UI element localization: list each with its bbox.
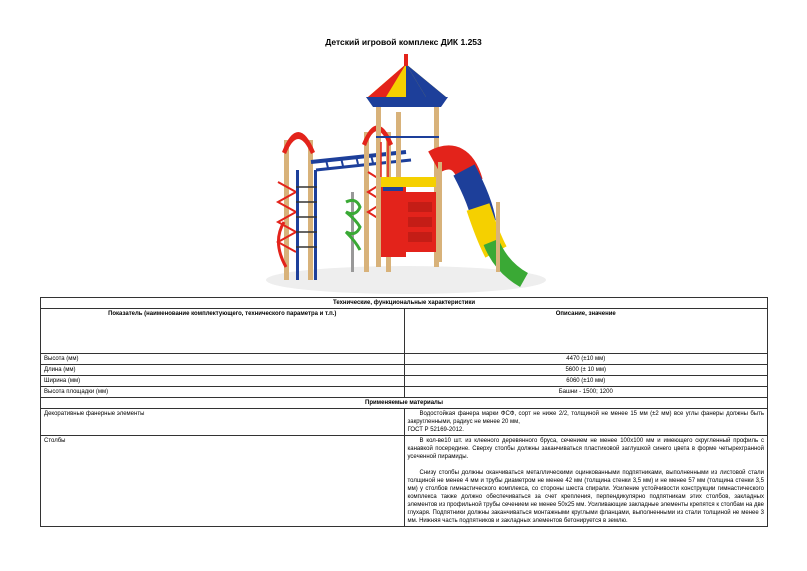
material-text: ГОСТ Р 52169-2012. xyxy=(407,427,464,433)
row-label: Высота площадки (мм) xyxy=(41,387,405,398)
material-text: Снизу столбы должны оканчиваться металлическими оцинкованными подпятниками, выполненными из листовой стали толщиной не менее 4 мм и трубы диаметром не менее 42 мм (толщина стенки 3,5 мм) и не менее 57 мм (толщина стенки 3,5 мм) у столбов гимнастического комплекса, со стороны шеста спирали. Усиление устойчивости конструкции гимнастического комплекса также должно обеспечиваться за счет крепления, перпендикулярно подпятникам этих столбов, закладных элементов из профильной трубы сечением не менее 50х25 мм. Усиливающие закладные элементы крепятся к столбам на две глухаря. Подпятники должны заканчиваться монтажными круглыми фланцами, выполненными из стали толщиной не менее 3 мм. Нижняя часть подпятников и закладных элементов бетонируется в землю. xyxy=(407,470,764,524)
table-row xyxy=(41,436,768,527)
section-materials-header: Применяемые материалы xyxy=(41,398,768,409)
climbing-ladder xyxy=(296,170,317,280)
row-value: 5600 (± 10 мм) xyxy=(404,365,768,376)
material-text: В кол-ве10 шт. из клееного деревянного бруса, сечением не менее 100х100 мм и имеющего скругленный профиль с канавкой посередине. Сверху столбы должны заканчиваться пластиковой заглушкой синего цвета в форме четырехгранной усеченной пирамиды. xyxy=(407,438,764,460)
tube-slide xyxy=(434,158,524,281)
row-label: Длина (мм) xyxy=(41,365,405,376)
material-text: Водостойкая фанера марки ФСФ, сорт не ниже 2/2, толщиной не менее 15 мм (±2 мм) все углы фанеры должны быть закругленными, радиус не менее 20 мм, xyxy=(407,411,764,425)
page-title: Детский игровой комплекс ДИК 1.253 xyxy=(325,37,482,47)
table-row xyxy=(41,387,768,398)
header-param: Показатель (наименование комплектующего, технического параметра и т.п.) xyxy=(41,309,405,354)
material-label: Столбы xyxy=(41,436,405,527)
table-row xyxy=(41,354,768,365)
table-row xyxy=(41,376,768,387)
row-value: Башни - 1500; 1200 xyxy=(404,387,768,398)
table-row xyxy=(41,365,768,376)
row-value: 6060 (±10 мм) xyxy=(404,376,768,387)
material-description xyxy=(404,436,768,527)
green-spiral xyxy=(346,192,360,272)
spec-table xyxy=(40,297,768,527)
table-row xyxy=(41,409,768,436)
header-value: Описание, значение xyxy=(404,309,768,354)
row-label: Ширина (мм) xyxy=(41,376,405,387)
material-description xyxy=(404,409,768,436)
row-value: 4470 (±10 мм) xyxy=(404,354,768,365)
section-tech-header: Технические, функциональные характеристики xyxy=(41,298,768,309)
row-label: Высота (мм) xyxy=(41,354,405,365)
material-label: Декоративные фанерные элементы xyxy=(41,409,405,436)
playground-illustration xyxy=(256,52,556,296)
